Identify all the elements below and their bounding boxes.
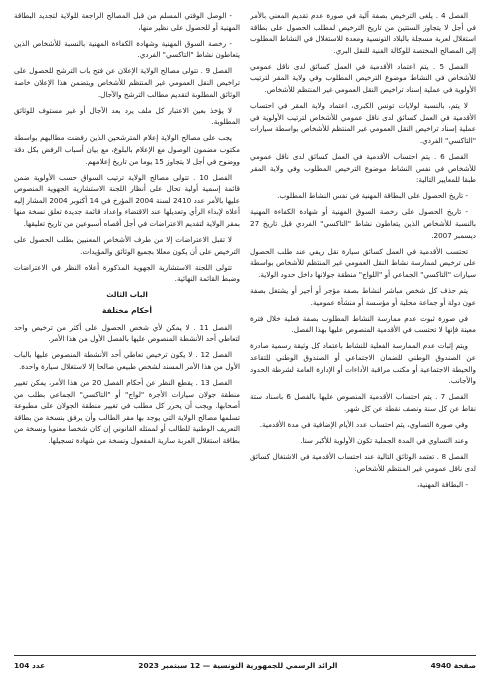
paragraph: لا يتم، بالنسبة لولايات تونس الكبرى، اعتماد ولاية المقر في احتساب الأقدمية في العمل كسائق لدى ناقل عمومي للأشخاص لترتيب الأولوية في عملية إسناد تراخيص النقل العمومي غير المنتظم للأشخاص بواسطة سيارات "التاكسي" الفردي. xyxy=(250,101,476,145)
paragraph: - تاريخ الحصول على رخصة السوق المهنية أو شهادة الكفاءة المهنية بالنسبة للأشخاص الذين يتعاطون نشاط "التاكسي" الفردي قبل تاريخ 27 ديسمبر 2007. xyxy=(250,207,476,240)
paragraph: - رخصة السوق المهنية وشهادة الكفاءة المهنية بالنسبة للأشخاص الذين يتعاطون نشاط "التاكسي" الفردي. xyxy=(14,38,240,60)
paragraph: يجب على مصالح الولاية إعلام المترشحين الذين رفضت مطالبهم بواسطة مكتوب مضمون الوصول مع الإعلام بالبلوغ، مع بيان أسباب الرفض بكل دقة ووضوح في أجل لا يتجاوز 15 يوما من تاريخ إعلامهم. xyxy=(14,133,240,166)
journal-title-date: الرائد الرسمي للجمهورية التونسية — 12 سبتمبر 2023 xyxy=(138,660,338,670)
paragraph: الفصل 11 . لا يمكن لأي شخص الحصول على أكثر من ترخيص واحد لتعاطي أحد الأنشطة المنصوص عليها بالفصل الأول من هذا الأمر. xyxy=(14,322,240,344)
paragraph: - البطاقة المهنية، xyxy=(416,479,468,489)
paragraph: لا يؤخذ بعين الاعتبار كل ملف يرد بعد الآجال أو غير مستوف للوثائق المطلوبة. xyxy=(14,105,240,127)
paragraph: وفي صورة التساوي، يتم احتساب عدد الأيام الإضافية في مدة الأقدمية. xyxy=(259,419,468,429)
paragraph: الفصل 13 . يقطع النظر عن أحكام الفصل 20 من هذا الأمر، يمكن تغيير منطقة جولان سيارات الأجرة "لواج" أو "التاكسي" الجماعي بطلب من أصحابها. ويجب أن يحرر كل مطلب في تغيير منطقة الجولان على مطبوعة تسلمها مصالح الولاية التي يوجد بها مقر الطالب وأن يرفق بنسخة من بطاقة التعريف الوطنية للطالب أو لممثله القانوني إن كان شخصا معنويا ونسخة من بطاقة استغلال العربة سارية المفعول ونسخة من شهادة تسجيلها. xyxy=(14,378,240,445)
page-number: صفحة 4940 xyxy=(430,660,476,670)
paragraph: في صورة ثبوت عدم ممارسة النشاط المطلوب بصفة فعلية خلال فترة معينة فإنها لا تحتسب في الأقدمية المنصوص عليها بهذا الفصل. xyxy=(250,313,476,335)
paragraph: تتولى اللجنة الاستشارية الجهوية المذكورة أعلاه النظر في الاعتراضات وضبط القائمة النهائية. xyxy=(14,262,240,284)
page-footer xyxy=(14,655,476,672)
left-column xyxy=(14,10,240,650)
paragraph: الفصل 12 . لا يكون ترخيص تعاطي أحد الأنشطة المنصوص عليها بالباب الأول من هذا الأمر المسند لشخص طبيعي صالحا إلا لاستغلال سيارة واحدة. xyxy=(14,350,240,371)
two-column-body xyxy=(14,10,476,650)
section-heading: الباب الثالث xyxy=(106,290,148,300)
paragraph: ويتم إثبات عدم الممارسة الفعلية للنشاط باعتماد كل وثيقة رسمية صادرة عن الصندوق الوطني للضمان الاجتماعي أو الصندوق الوطني للتقاعد والحيطة الاجتماعية أو مكتب مراقبة الأداءات أو الإدارة العامة لشرطة الحدود والأجانب. xyxy=(250,341,476,386)
paragraph: الفصل 6 . يتم احتساب الأقدمية في العمل كسائق لدى ناقل عمومي للأشخاص في نفس النشاط موضوع الترخيص المطلوب وفي ولاية المقر طبقا للمعايير التالية: xyxy=(250,152,476,185)
paragraph: الفصل 7 . يتم احتساب الأقدمية المنصوص عليها بالفصل 6 باسناد ستة نقاط عن كل سنة ونصف نقطة عن كل شهر. xyxy=(250,392,476,413)
paragraph: تحتسب الأقدمية في العمل كسائق سيارة نقل ريفي عند طلب الحصول على ترخيص لممارسة نشاط النقل العمومي غير المنتظم للأشخاص بواسطة سيارات "التاكسي" الجماعي أو "اللواج" منطقة جولانها داخل حدود الولاية. xyxy=(250,246,476,279)
paragraph: - تاريخ الحصول على البطاقة المهنية في نفس النشاط المطلوب. xyxy=(277,191,468,201)
issue-number: عدد 104 xyxy=(14,660,46,670)
paragraph: الفصل 9 . تتولى مصالح الولاية الإعلان عن فتح باب الترشح للحصول على تراخيص النقل العمومي غير المنتظم للأشخاص ويتضمن هذا الإعلان خاصة الوثائق المطلوبة لتقديم مطالب الترشح والآجال. xyxy=(14,66,240,99)
paragraph: لا تقبل الاعتراضات إلا من طرف الأشخاص المعنيين بطلب الحصول على الترخيص على أن يكون معللا بجميع الوثائق والمؤيدات. xyxy=(14,235,240,256)
journal-page xyxy=(14,10,476,650)
paragraph: الفصل 4 . يلغى الترخيص بصفة آلية في صورة عدم تقديم المعني بالأمر في أجل لا يتجاوز الستتين من تاريخ الترخيص لمطلب الحصول على بطاقة استغلال لعربة مسجلة بالبلاد التونسية ومعدة للاستغلال في النشاط المطلوب إلى المصالح المختصة للوكالة الفنية للنقل البري. xyxy=(250,11,476,55)
section-heading: أحكام مختلفة xyxy=(102,306,152,316)
paragraph: - الوصل الوقتي المسلم من قبل المصالح الراجعة للولاية لتجديد البطاقة المهنية أو للحصول على نظير منها، xyxy=(14,11,240,32)
paragraph: الفصل 5 . يتم اعتماد الأقدمية في العمل كسائق لدى ناقل عمومي للأشخاص في النشاط موضوع الترخيص المطلوب وفي ولاية المقر لترتيب الأولوية في عملية إسناد تراخيص النقل العمومي غير المنتظم للأشخاص. xyxy=(250,61,476,95)
paragraph: يتم حذف كل شخص مباشر لنشاط بصفة مؤجر أو أجير أو يشتغل بصفة عون دولة أو جماعة محلية أو مؤسسة أو منشأة عمومية. xyxy=(250,285,476,307)
paragraph: الفصل 10 . تتولى مصالح الولاية ترتيب السواق حسب الأولوية ضمن قائمة إسمية أولية تحال على أنظار اللجنة الاستشارية الجهوية المنصوص عليها بالأمر عدد 2410 لسنة 2004 المؤرخ في 14 أكتوبر 2004 المشار إليه أعلاه لإبداء الرأي وتعديلها عند الاقتضاء وإعداد قائمة جديدة تعلق نسخة منها بمقر الولاية لتقديم الاعتراضات في أجل أقصاه أسبوعين من تاريخ تعليقها. xyxy=(14,172,240,228)
paragraph: الفصل 8 . تعتمد الوثائق التالية عند احتساب الأقدمية في الاشتغال كسائق لدى ناقل عمومي غير المنتظم للأشخاص: xyxy=(250,452,476,473)
paragraph: وعند التساوي في المدة الجملية تكون الأولوية للأكبر سنا. xyxy=(300,436,468,445)
right-column xyxy=(250,10,476,650)
